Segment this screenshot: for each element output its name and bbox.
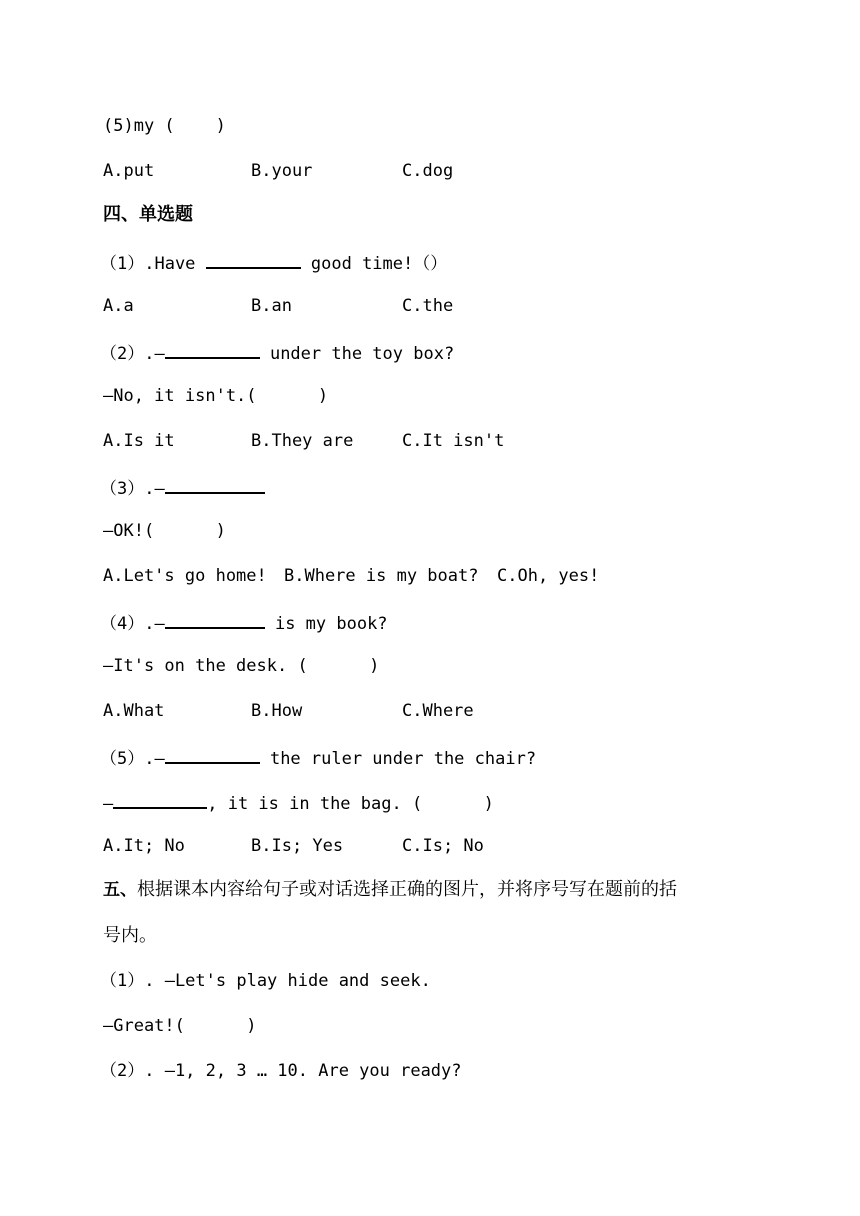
option-b: B.your <box>251 161 313 181</box>
option-b: B.Where is my boat? <box>284 566 479 586</box>
dialogue-reply <box>103 789 494 813</box>
option-b: B.How <box>251 701 303 721</box>
option-a: A.Let's go home! <box>103 566 267 586</box>
question-1 <box>100 249 447 273</box>
question-2: （2）. —1, 2, 3 … 10. Are you ready? <box>100 1061 462 1081</box>
option-a: A.put <box>103 161 155 181</box>
option-b: B.an <box>251 296 292 316</box>
option-c: C.Oh, yes! <box>497 566 600 586</box>
option-a: A.a <box>103 296 134 316</box>
section-heading <box>103 878 677 902</box>
option-c: C.the <box>402 296 454 316</box>
dialogue-reply: —OK!( ) <box>103 521 226 541</box>
option-a: A.It; No <box>103 836 185 856</box>
section-instruction-continued: 号内。 <box>103 925 157 946</box>
question-suffix: good time!（） <box>300 254 448 274</box>
answer-blank[interactable] <box>113 789 207 809</box>
option-c: C.Where <box>402 701 474 721</box>
question-prefix: （5）.— <box>100 749 165 769</box>
section-number: 五、 <box>103 880 137 900</box>
question-5 <box>100 744 536 768</box>
answer-blank[interactable] <box>165 339 260 359</box>
dialogue-reply: —It's on the desk. ( ) <box>103 656 380 676</box>
question-suffix: the ruler under the chair? <box>259 749 537 769</box>
reply-prefix: — <box>103 794 114 814</box>
option-b: B.Is; Yes <box>251 836 344 856</box>
option-a: A.What <box>103 701 165 721</box>
question-1: （1）. —Let's play hide and seek. <box>100 971 431 991</box>
question-stem: (5)my ( ) <box>103 116 226 136</box>
answer-blank[interactable] <box>206 249 301 269</box>
option-c: C.dog <box>402 161 454 181</box>
question-prefix: （3）.— <box>100 479 165 499</box>
question-3 <box>100 474 265 498</box>
question-2 <box>100 339 454 363</box>
answer-blank[interactable] <box>165 474 265 494</box>
option-a: A.Is it <box>103 431 175 451</box>
section-heading: 四、单选题 <box>103 204 193 225</box>
question-suffix: under the toy box? <box>259 344 455 364</box>
option-b: B.They are <box>251 431 354 451</box>
question-suffix: is my book? <box>264 614 388 634</box>
option-c: C.It isn't <box>402 431 505 451</box>
dialogue-reply: —Great!( ) <box>103 1016 257 1036</box>
question-4 <box>100 609 388 633</box>
section-instruction: 根据课本内容给句子或对话选择正确的图片，并将序号写在题前的括 <box>137 879 677 900</box>
answer-blank[interactable] <box>165 609 265 629</box>
question-prefix: （4）.— <box>100 614 165 634</box>
reply-suffix: , it is in the bag. ( ) <box>207 794 494 814</box>
question-prefix: （2）.— <box>100 344 165 364</box>
option-c: C.Is; No <box>402 836 484 856</box>
dialogue-reply: —No, it isn't.( ) <box>103 386 329 406</box>
question-prefix: （1）.Have <box>100 254 206 274</box>
answer-blank[interactable] <box>165 744 260 764</box>
